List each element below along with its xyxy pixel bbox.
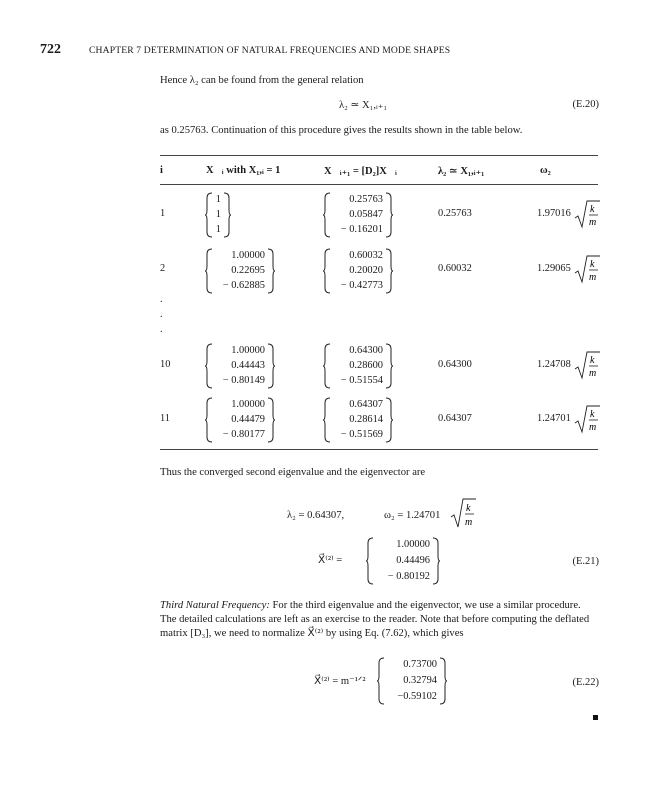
- left-brace-icon: [323, 248, 331, 294]
- row-10-xi-3: − 0.80149: [222, 375, 265, 387]
- converged-vector-2: 0.44496: [396, 555, 430, 566]
- row-1-omega: 1.97016: [537, 208, 571, 219]
- table-header-i: i: [160, 165, 163, 176]
- row-10-index: 10: [160, 359, 171, 370]
- row-2-xi-2: 0.22695: [231, 264, 265, 276]
- sqrt-k-over-m-icon: [574, 404, 600, 434]
- row-1-xi-vector: [205, 192, 231, 238]
- third-para-line3: matrix [D₃], we need to normalize X⃗⁽²⁾ by using Eq. (7.62), which gives: [160, 628, 464, 639]
- converged-lambda: λ₂ = 0.64307,: [287, 510, 345, 521]
- row-2-index: 2: [160, 263, 166, 274]
- sqrt-denominator: m: [589, 368, 597, 379]
- row-1-xnext-2: 0.05847: [349, 208, 383, 220]
- table-bottom-rule: [160, 449, 598, 450]
- intro-line-1: Hence λ₂ can be found from the general relation: [160, 75, 364, 86]
- third-para-line1: For the third eigenvalue and the eigenvector, we use a similar procedure.: [272, 600, 581, 611]
- right-brace-icon: [267, 343, 275, 389]
- right-brace-icon: [223, 192, 231, 238]
- row-1-xnext-1: 0.25763: [349, 193, 383, 205]
- right-brace-icon: [385, 192, 393, 238]
- row-1-xnext-vector: [323, 192, 393, 238]
- sqrt-denominator: m: [589, 272, 597, 283]
- row-2-omega: 1.29065: [537, 263, 571, 274]
- third-vector: [377, 657, 447, 705]
- third-heading: Third Natural Frequency:: [160, 600, 270, 611]
- row-1-xi-2: 1: [215, 208, 221, 220]
- ellipsis-dot: .: [160, 309, 163, 320]
- left-brace-icon: [205, 192, 213, 238]
- row-11-omega: 1.24701: [537, 413, 571, 424]
- row-2-xnext-2: 0.20020: [349, 264, 383, 276]
- converged-vector-label: X⃗⁽²⁾ =: [318, 555, 343, 566]
- third-paragraph-line-1: [160, 599, 600, 613]
- row-10-xi-2: 0.44443: [231, 359, 265, 371]
- table-header-lambda: λ₂ ≃ X₁,ᵢ₊₁: [438, 166, 485, 177]
- right-brace-icon: [267, 397, 275, 443]
- row-11-xnext-vector: [323, 397, 393, 443]
- row-1-xi-1: 1: [215, 193, 221, 205]
- sqrt-denominator: m: [465, 517, 473, 528]
- converged-vector: [366, 537, 440, 585]
- converged-text: Thus the converged second eigenvalue and the eigenvector are: [160, 467, 426, 478]
- row-1-index: 1: [160, 208, 166, 219]
- table-header-omega: ω₂: [540, 165, 551, 176]
- sqrt-denominator: m: [589, 422, 597, 433]
- left-brace-icon: [323, 343, 331, 389]
- row-11-xi-2: 0.44479: [231, 413, 265, 425]
- intro-relation: λ₂ ≃ X₁,ᵢ₊₁: [339, 100, 388, 111]
- row-2-xi-1: 1.00000: [231, 249, 265, 261]
- eq-number-e20: (E.20): [572, 99, 599, 110]
- row-2-xnext-1: 0.60032: [349, 249, 383, 261]
- table-header-rule: [160, 184, 598, 185]
- sqrt-k-over-m-icon: [574, 254, 600, 284]
- ellipsis-dot: .: [160, 294, 163, 305]
- sqrt-k-over-m-icon: [574, 350, 600, 380]
- eq-number-e22: (E.22): [572, 677, 599, 688]
- right-brace-icon: [267, 248, 275, 294]
- sqrt-denominator: m: [589, 217, 597, 228]
- row-11-xi-vector: [205, 397, 275, 443]
- table-top-rule: [160, 155, 598, 156]
- row-1-lambda: 0.25763: [438, 208, 472, 219]
- left-brace-icon: [323, 397, 331, 443]
- left-brace-icon: [205, 248, 213, 294]
- converged-vector-3: − 0.80192: [387, 571, 430, 582]
- eq-number-e21: (E.21): [572, 556, 599, 567]
- right-brace-icon: [385, 397, 393, 443]
- converged-omega: ω₂ = 1.24701: [384, 510, 441, 521]
- end-of-example-square-icon: [593, 715, 598, 720]
- page-number: 722: [40, 42, 61, 57]
- row-10-lambda: 0.64300: [438, 359, 472, 370]
- sqrt-k-over-m-icon: [450, 497, 476, 529]
- row-10-omega: 1.24708: [537, 359, 571, 370]
- third-vector-1: 0.73700: [403, 659, 437, 670]
- chapter-title: CHAPTER 7 DETERMINATION OF NATURAL FREQUENCIES AND MODE SHAPES: [89, 45, 451, 56]
- sqrt-k-over-m-icon: [574, 199, 600, 229]
- row-10-xi-1: 1.00000: [231, 344, 265, 356]
- row-10-xnext-2: 0.28600: [349, 359, 383, 371]
- ellipsis-dot: .: [160, 324, 163, 335]
- row-11-lambda: 0.64307: [438, 413, 472, 424]
- row-11-index: 11: [160, 413, 171, 424]
- row-2-lambda: 0.60032: [438, 263, 472, 274]
- table-header-xi: X⃗ᵢ with X₁,ᵢ = 1: [206, 165, 281, 176]
- row-1-xnext-3: − 0.16201: [340, 224, 383, 236]
- row-11-xnext-3: − 0.51569: [340, 429, 383, 441]
- row-11-xnext-1: 0.64307: [349, 398, 383, 410]
- row-1-xi-3: 1: [215, 224, 221, 236]
- left-brace-icon: [377, 657, 385, 705]
- row-2-xi-3: − 0.62885: [222, 280, 265, 292]
- left-brace-icon: [366, 537, 374, 585]
- sqrt-numerator: k: [590, 259, 595, 270]
- third-para-line2: The detailed calculations are left as an exercise to the reader. Note that before computing the deflated: [160, 614, 590, 625]
- right-brace-icon: [385, 248, 393, 294]
- sqrt-numerator: k: [590, 204, 595, 215]
- third-vector-2: 0.32794: [403, 675, 437, 686]
- sqrt-numerator: k: [466, 503, 471, 514]
- row-10-xnext-vector: [323, 343, 393, 389]
- converged-vector-1: 1.00000: [396, 539, 430, 550]
- left-brace-icon: [205, 343, 213, 389]
- row-10-xi-vector: [205, 343, 275, 389]
- row-2-xnext-vector: [323, 248, 393, 294]
- right-brace-icon: [439, 657, 447, 705]
- sqrt-numerator: k: [590, 409, 595, 420]
- left-brace-icon: [323, 192, 331, 238]
- right-brace-icon: [432, 537, 440, 585]
- third-vector-label: X⃗⁽²⁾ = m⁻¹ᐟ²: [314, 676, 366, 687]
- row-11-xi-1: 1.00000: [231, 398, 265, 410]
- row-11-xi-3: − 0.80177: [222, 429, 265, 441]
- table-header-xnext: X⃗ᵢ₊₁ = [D₂]X⃗ᵢ: [324, 166, 397, 177]
- row-10-xnext-3: − 0.51554: [340, 375, 383, 387]
- third-vector-3: −0.59102: [397, 691, 437, 702]
- left-brace-icon: [205, 397, 213, 443]
- row-2-xnext-3: − 0.42773: [340, 280, 383, 292]
- row-10-xnext-1: 0.64300: [349, 344, 383, 356]
- row-11-xnext-2: 0.28614: [349, 413, 383, 425]
- sqrt-numerator: k: [590, 355, 595, 366]
- intro-line-2: as 0.25763. Continuation of this procedure gives the results shown in the table below.: [160, 125, 523, 136]
- row-2-xi-vector: [205, 248, 275, 294]
- right-brace-icon: [385, 343, 393, 389]
